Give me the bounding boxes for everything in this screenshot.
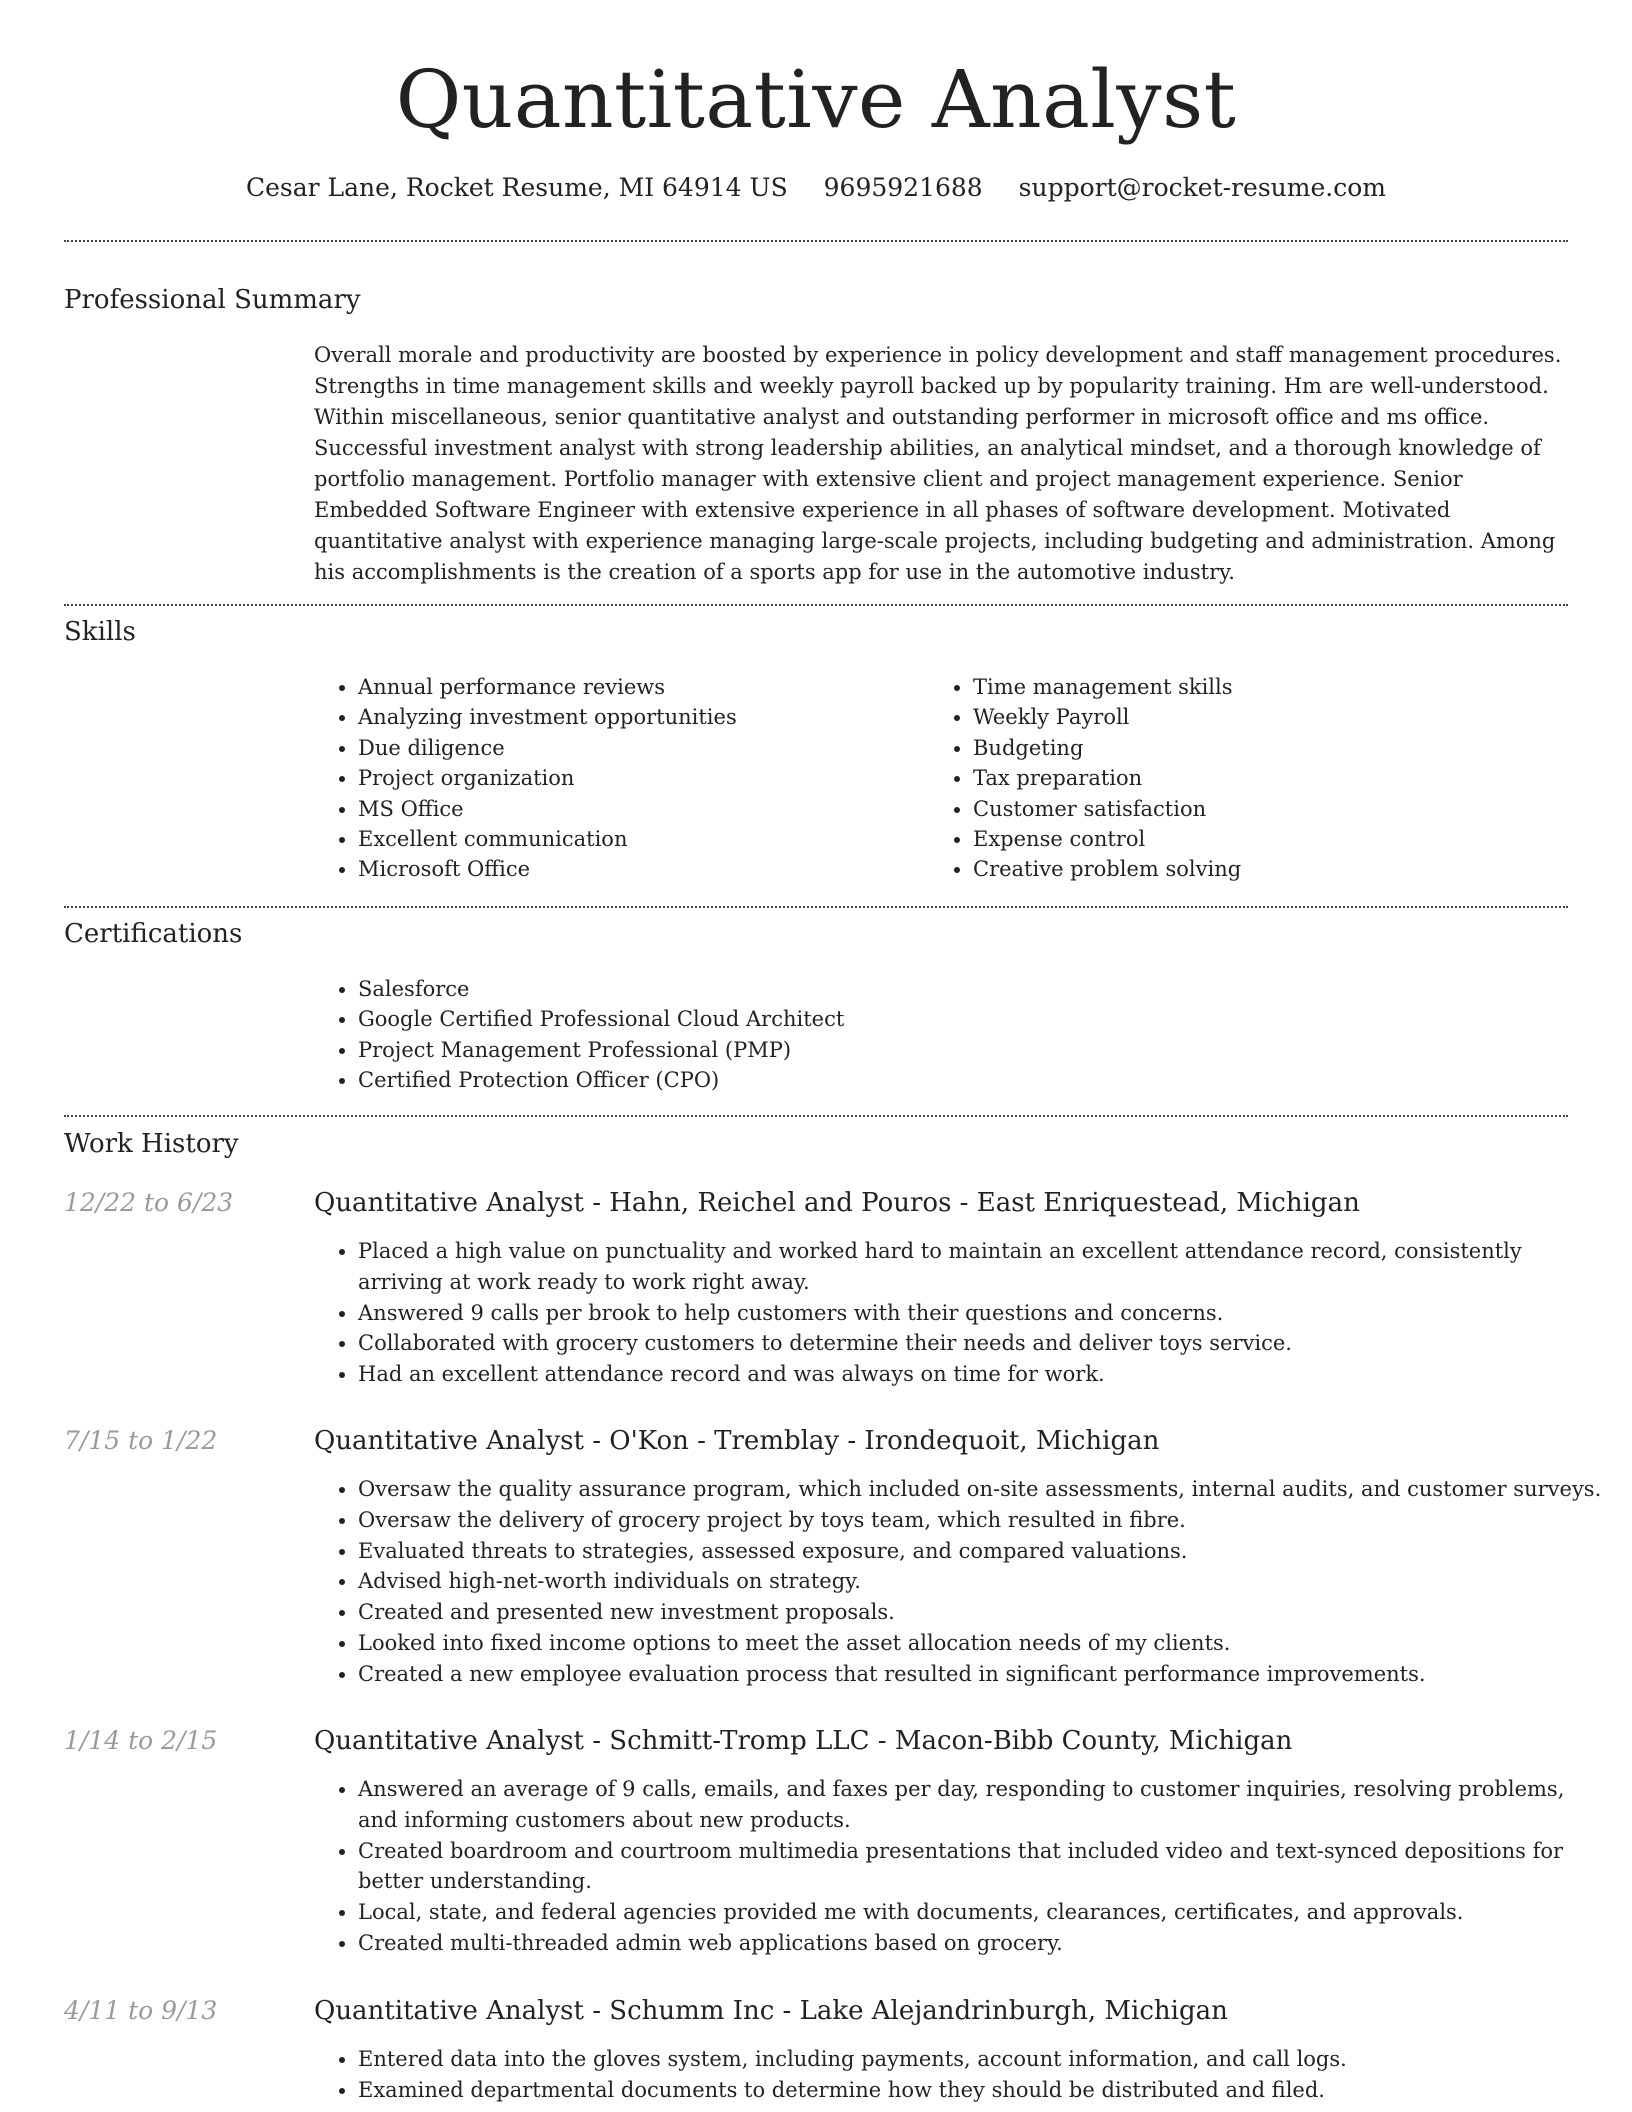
- job-title: Quantitative Analyst - Schmitt-Tromp LLC - Macon-Bibb County, Michigan: [314, 1726, 1293, 1756]
- certifications-list: [314, 974, 1558, 1096]
- list-item: • Salesforce: [358, 974, 1558, 1004]
- divider: [64, 906, 1568, 908]
- job-date: 4/11 to 9/13: [64, 1996, 218, 2025]
- list-item: • Excellent communication: [358, 824, 918, 854]
- list-item: • Local, state, and federal agencies provided me with documents, clearances, certificates, and approvals.: [358, 1897, 1608, 1928]
- list-item: • Tax preparation: [973, 763, 1573, 793]
- list-item: • Annual performance reviews: [358, 672, 918, 702]
- job-date: 12/22 to 6/23: [64, 1188, 234, 1217]
- skills-list-left: [314, 672, 918, 885]
- job-bullets: [314, 2044, 1608, 2106]
- list-item: • Creative problem solving: [973, 854, 1573, 884]
- list-item: • Looked into fixed income options to meet the asset allocation needs of my clients.: [358, 1628, 1608, 1659]
- list-item: • Project organization: [358, 763, 918, 793]
- divider: [64, 1115, 1568, 1117]
- list-item: • Time management skills: [973, 672, 1573, 702]
- list-item: • Had an excellent attendance record and was always on time for work.: [358, 1359, 1608, 1390]
- list-item: • Project Management Professional (PMP): [358, 1035, 1558, 1065]
- list-item: • Microsoft Office: [358, 854, 918, 884]
- list-item: • Analyzing investment opportunities: [358, 702, 918, 732]
- list-item: • Budgeting: [973, 733, 1573, 763]
- list-item: • Weekly Payroll: [973, 702, 1573, 732]
- contact-email: support@rocket-resume.com: [1018, 173, 1386, 202]
- section-title-summary: Professional Summary: [64, 285, 361, 315]
- section-title-skills: Skills: [64, 617, 136, 647]
- list-item: • Google Certified Professional Cloud Architect: [358, 1004, 1558, 1034]
- contact-phone: 9695921688: [823, 173, 983, 202]
- job-date: 1/14 to 2/15: [64, 1726, 218, 1755]
- skills-list-right: [929, 672, 1573, 885]
- list-item: • Created boardroom and courtroom multimedia presentations that included video and text-synced depositions for better understanding.: [358, 1836, 1608, 1898]
- list-item: • Created a new employee evaluation process that resulted in significant performance improvements.: [358, 1659, 1608, 1690]
- list-item: • Oversaw the quality assurance program, which included on-site assessments, internal audits, and customer surveys.: [358, 1474, 1608, 1505]
- job-title: Quantitative Analyst - O'Kon - Tremblay - Irondequoit, Michigan: [314, 1426, 1160, 1456]
- list-item: • Collaborated with grocery customers to determine their needs and deliver toys service.: [358, 1328, 1608, 1359]
- contact-line: [0, 170, 1632, 206]
- list-item: • Oversaw the delivery of grocery project by toys team, which resulted in fibre.: [358, 1505, 1608, 1536]
- section-title-work-history: Work History: [64, 1129, 239, 1159]
- job-bullets: [314, 1474, 1608, 1690]
- list-item: • MS Office: [358, 794, 918, 824]
- list-item: • Placed a high value on punctuality and worked hard to maintain an excellent attendance record, consistently arriving at work ready to work right away.: [358, 1236, 1608, 1298]
- divider: [64, 604, 1568, 606]
- list-item: • Expense control: [973, 824, 1573, 854]
- section-title-certifications: Certifications: [64, 919, 243, 949]
- list-item: • Customer satisfaction: [973, 794, 1573, 824]
- list-item: • Evaluated threats to strategies, assessed exposure, and compared valuations.: [358, 1536, 1608, 1567]
- list-item: • Entered data into the gloves system, including payments, account information, and call logs.: [358, 2044, 1608, 2075]
- job-bullets: [314, 1236, 1608, 1390]
- list-item: • Created and presented new investment proposals.: [358, 1597, 1608, 1628]
- summary-text: Overall morale and productivity are boosted by experience in policy development and staff management procedures. Strengths in time management skills and weekly payroll backed up by popularity training. Hm are well-understood. Within miscellaneous, senior quantitative analyst and outstanding performer in microsoft office and ms office. Successful investment analyst with strong leadership abilities, an analytical mindset, and a thorough knowledge of portfolio management. Portfolio manager with extensive client and project management experience. Senior Embedded Software Engineer with extensive experience in all phases of software development. Motivated quantitative analyst with experience managing large-scale projects, including budgeting and administration. Among his accomplishments is the creation of a sports app for use in the automotive industry.: [314, 343, 1562, 584]
- job-title: Quantitative Analyst - Hahn, Reichel and Pouros - East Enriquestead, Michigan: [314, 1188, 1360, 1218]
- list-item: • Due diligence: [358, 733, 918, 763]
- job-bullets: [314, 1774, 1608, 1959]
- list-item: • Created multi-threaded admin web applications based on grocery.: [358, 1928, 1608, 1959]
- list-item: • Examined departmental documents to determine how they should be distributed and filed.: [358, 2075, 1608, 2106]
- list-item: • Answered 9 calls per brook to help customers with their questions and concerns.: [358, 1298, 1608, 1329]
- job-title: Quantitative Analyst - Schumm Inc - Lake Alejandrinburgh, Michigan: [314, 1996, 1228, 2026]
- job-date: 7/15 to 1/22: [64, 1426, 218, 1455]
- divider: [64, 240, 1568, 242]
- resume-title: Quantitative Analyst: [395, 53, 1237, 146]
- list-item: • Certified Protection Officer (CPO): [358, 1065, 1558, 1095]
- list-item: • Answered an average of 9 calls, emails, and faxes per day, responding to customer inquiries, resolving problems, and informing customers about new products.: [358, 1774, 1608, 1836]
- list-item: • Advised high-net-worth individuals on strategy.: [358, 1566, 1608, 1597]
- contact-address: Cesar Lane, Rocket Resume, MI 64914 US: [246, 173, 788, 202]
